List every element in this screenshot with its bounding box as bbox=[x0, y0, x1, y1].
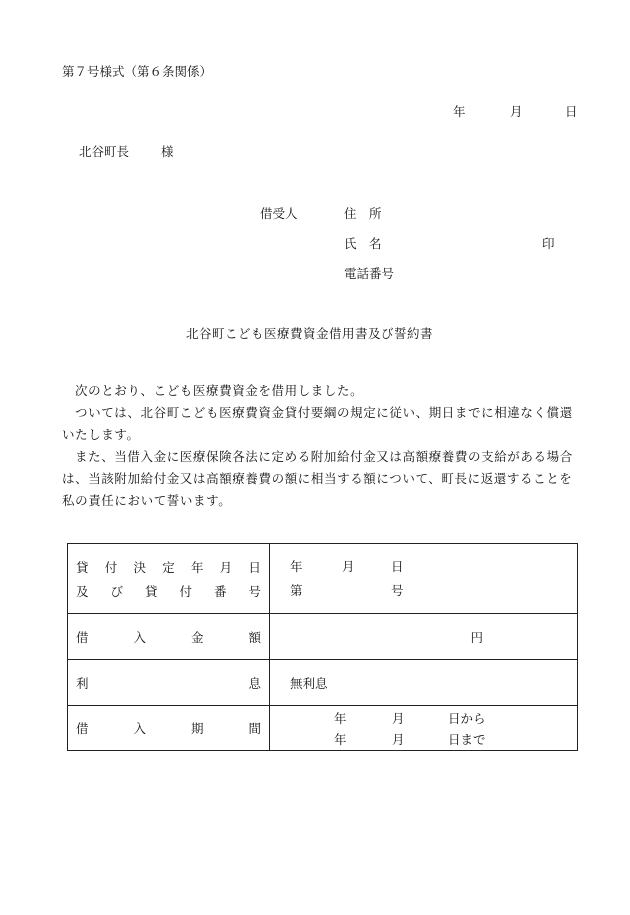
period-to-day: 日まで bbox=[448, 732, 486, 747]
loan-period-cell[interactable] bbox=[270, 706, 578, 751]
interest-cell bbox=[270, 660, 578, 706]
form-number: 第７号様式（第６条関係） bbox=[62, 64, 213, 79]
row3-label-cell bbox=[68, 660, 270, 706]
table-row-interest bbox=[68, 660, 578, 706]
row1-label-line2: 及 び 貸 付 番 号 bbox=[76, 583, 261, 599]
period-from-year: 年 bbox=[334, 711, 347, 726]
amount-unit: 円 bbox=[470, 629, 483, 645]
body-paragraph-3: また、当借入金に医療保険各法に定める附加給付金又は高額療養費の支給がある場合は、当該附加給付金又は高額療養費の額に相当する額について、町長に返還することを私の責任において誓います。 bbox=[62, 449, 573, 508]
seal-mark: 印 bbox=[542, 236, 555, 251]
row3-label: 利 息 bbox=[76, 675, 261, 691]
period-to-month: 月 bbox=[392, 732, 405, 747]
interest-value: 無利息 bbox=[290, 675, 328, 691]
loan-details-table bbox=[67, 543, 578, 751]
row4-label: 借 入 期 間 bbox=[76, 721, 261, 736]
decision-month: 月 bbox=[342, 558, 355, 574]
date-month: 月 bbox=[510, 104, 523, 119]
addressee-honorific: 様 bbox=[161, 144, 174, 159]
borrower-label: 借受人 bbox=[260, 206, 298, 221]
decision-year: 年 bbox=[290, 558, 303, 574]
row1-label-cell bbox=[68, 544, 270, 614]
row2-label: 借 入 金 額 bbox=[76, 629, 261, 645]
document-title: 北谷町こども医療費資金借用書及び誓約書 bbox=[186, 326, 434, 341]
decision-date-value-cell[interactable] bbox=[270, 544, 578, 614]
row2-label-cell bbox=[68, 614, 270, 660]
table-row-loan-amount bbox=[68, 614, 578, 660]
table-row-decision-date bbox=[68, 544, 578, 614]
row1-label-line1: 貸 付 決 定 年 月 日 bbox=[76, 559, 261, 575]
loan-amount-cell[interactable] bbox=[270, 614, 578, 660]
phone-label: 電話番号 bbox=[344, 266, 395, 281]
decision-day: 日 bbox=[391, 558, 404, 574]
address-label: 住 所 bbox=[344, 206, 382, 221]
period-from-month: 月 bbox=[392, 711, 405, 726]
period-from-day: 日から bbox=[448, 711, 486, 726]
date-day: 日 bbox=[565, 104, 578, 119]
name-label: 氏 名 bbox=[344, 236, 382, 251]
date-year: 年 bbox=[453, 104, 466, 119]
loan-number-suffix: 号 bbox=[391, 582, 404, 598]
addressee-name: 北谷町長 bbox=[79, 144, 130, 159]
loan-number-prefix: 第 bbox=[290, 582, 303, 598]
row4-label-cell bbox=[68, 706, 270, 751]
body-paragraph-1: 次のとおり、こども医療費資金を借用しました。 bbox=[75, 383, 364, 398]
period-to-year: 年 bbox=[334, 732, 347, 747]
body-paragraph-2: ついては、北谷町こども医療費資金貸付要綱の規定に従い、期日までに相違なく償還いたします。 bbox=[62, 405, 573, 442]
table-row-loan-period bbox=[68, 706, 578, 751]
